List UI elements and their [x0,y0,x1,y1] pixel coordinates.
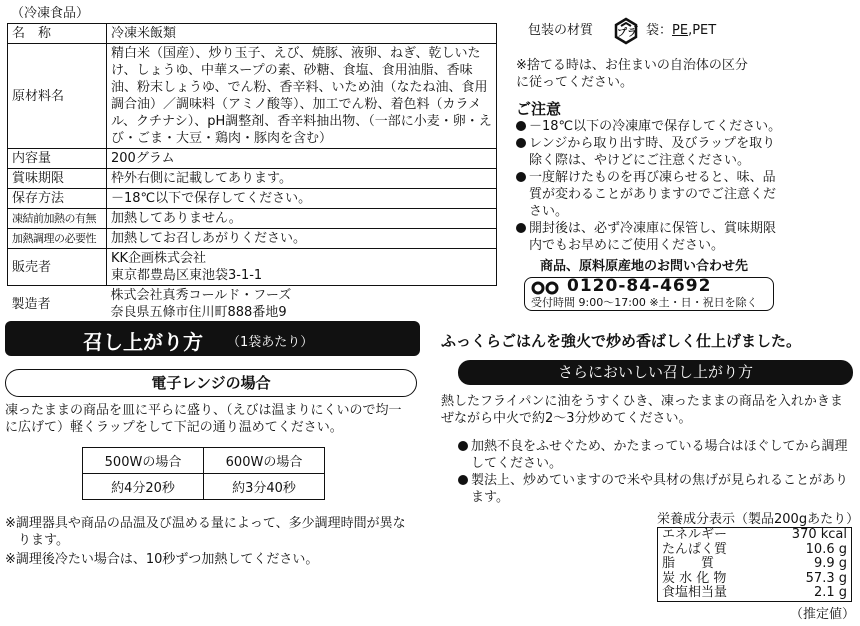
microwave-note-2: ※調理後冷たい場合は、10秒ずつ加熱してください。 [5,552,319,567]
bullet-icon [458,475,468,485]
manufacturer-name: 株式会社真秀コールド・フーズ [110,288,292,303]
bullet-icon [516,138,526,148]
cooking-title: 召し上がり方 [83,330,203,354]
contact-box [524,277,774,311]
info-row-manufacturer [8,286,497,323]
caution-text: －18℃以下の冷凍庫で保存してください。 [529,119,782,134]
pan-bullet-text: 製法上、炒めていますので米や具材の焦げが見られることがあります。 [471,473,849,505]
caution-item [516,135,786,169]
frozen-food-label: （冷凍食品） [11,6,90,21]
info-row-best-before [8,169,497,189]
pan-instruction: 熱したフライパンに油をうすくひき、凍ったままの商品を入れかきまぜながら中火で約2～3分炒めてください。 [441,394,843,426]
nutrition-row [658,528,852,543]
caution-item [516,220,786,254]
microwave-instruction: 凍ったままの商品を皿に平らに盛り、（えびは温まりにくいので均一に広げて）軽くラップをして下記の通り温めてください。 [5,403,402,435]
microwave-note-1: ※調理器具や商品の品温及び温める量によって、多少調理時間が異なります。 [5,516,406,548]
caution-text: 一度解けたものを再び凍らせると、味、品質が変わることがありますのでご注意ください。 [529,170,777,219]
bullet-icon [516,172,526,182]
product-info-table [7,23,497,322]
info-value: 200グラム [107,149,497,169]
nutrition-row [658,586,852,601]
info-value: 加熱してお召しあがりください。 [107,229,497,249]
info-row-preheated [8,209,497,229]
pan-heading-bar [458,360,853,385]
caution-text: 開封後は、必ず冷凍庫に保管し、賞味期限内でもお早めにご使用ください。 [529,221,777,253]
tagline: ふっくらごはんを強火で炒め香ばしく仕上げました。 [441,332,802,350]
contact-hours: 受付時間 9:00～17:00 ※土・日・祝日を除く [531,296,758,309]
nutrient-value: 10.6 g [805,541,847,557]
info-value: 枠外右側に記載してあります。 [107,169,497,189]
recycle-icon-text: プラ [617,28,637,39]
packaging-material [646,22,716,39]
nutrient-name: 食塩相当量 [662,585,728,600]
microwave-heading-box [5,369,417,397]
bullet-icon [516,223,526,233]
caution-list [516,118,786,254]
info-row-seller [8,249,497,286]
info-value: 加熱してありません。 [107,209,497,229]
info-label: 製造者 [11,296,51,312]
mw-time-600: 約3分40秒 [204,474,325,500]
info-label: 賞味期限 [12,171,65,186]
nutrition-row [658,543,852,558]
seller-address: 東京都豊島区東池袋3-1-1 [111,268,263,283]
info-label: 加熱調理の必要性 [12,232,96,245]
info-label: 名 称 [12,26,52,41]
pan-heading: さらにおいしい召し上がり方 [557,363,753,381]
nutrient-name: たんぱく質 [662,541,728,557]
manufacturer-address: 奈良県五條市住川町888番地9 [110,305,287,320]
nutrition-table [657,527,852,602]
caution-item [516,169,786,220]
microwave-heading: 電子レンジの場合 [151,374,271,392]
nutrition-row [658,557,852,572]
info-row-name [8,24,497,44]
seller-name: KK企画株式会社 [111,251,207,266]
info-value: －18℃以下で保存してください。 [107,189,497,209]
material-prefix: 袋： [646,23,673,38]
info-row-heating-needed [8,229,497,249]
cooking-title-note: （1袋あたり） [227,335,314,350]
mw-header-600: 600Wの場合 [204,448,325,474]
info-value: 冷凍米飯類 [107,24,497,44]
info-row-quantity [8,149,497,169]
recycle-pla-icon [612,17,640,45]
nutrient-name: エネルギー [662,527,728,542]
packaging-label: 包装の材質 [528,23,594,38]
microwave-time-table [82,447,325,500]
bullet-icon [516,121,526,131]
nutrient-value: 57.3 g [805,570,847,586]
mw-header-500: 500Wの場合 [83,448,204,474]
info-label: 内容量 [12,151,52,166]
info-label: 原材料名 [12,88,65,104]
pan-bullet-text: 加熱不良をふせぐため、かたまっている場合はほぐしてから調理してください。 [471,439,848,471]
nutrition-note: （推定値） [790,607,856,622]
contact-title: 商品、原料原産地のお問い合わせ先 [540,259,749,274]
disposal-note: ※捨てる時は、お住まいの自治体の区分に従ってください。 [516,58,748,90]
nutrient-name: 炭 水 化 物 [662,570,727,586]
info-label: 保存方法 [12,191,65,206]
nutrient-value: 370 kcal [791,527,847,542]
contact-phone: 0120-84-4692 [567,276,712,296]
info-value: 精白米（国産）、炒り玉子、えび、焼豚、液卵、ねぎ、乾しいたけ、しょうゆ、中華スープの素、砂糖、食塩、食用油脂、香味油、粉末しょうゆ、でん粉、香辛料、いため油（なたね油、食用調合油）／調味料（アミノ酸等）、加工でん粉、着色料（カラメル、クチナシ）、pH調整剤、香辛料抽出物、（一部に小麦・卵・えび・ごま・大豆・鶏肉・豚肉を含む） [107,44,497,149]
caution-title: ご注意 [516,100,562,118]
info-label: 販売者 [12,259,52,275]
mw-time-500: 約4分20秒 [83,474,204,500]
caution-text: レンジから取り出す時、及びラップを取り除く際は、やけどにご注意ください。 [529,136,776,168]
cooking-title-bar [5,321,420,356]
pan-bullet [458,438,853,472]
material-rest: ,PET [688,23,717,38]
material-pe: PE [672,23,689,38]
bullet-icon [458,441,468,451]
nutrition-title: 栄養成分表示（製品200gあたり） [657,512,860,527]
nutrient-name: 脂 質 [662,556,715,571]
caution-item [516,118,786,135]
pan-bullet [458,472,853,506]
pan-bullets [458,438,853,506]
nutrition-row [658,572,852,587]
nutrient-value: 9.9 g [813,556,847,571]
nutrient-value: 2.1 g [813,585,847,600]
info-label: 凍結前加熱の有無 [12,212,96,225]
info-row-storage [8,189,497,209]
info-row-ingredients [8,44,497,149]
